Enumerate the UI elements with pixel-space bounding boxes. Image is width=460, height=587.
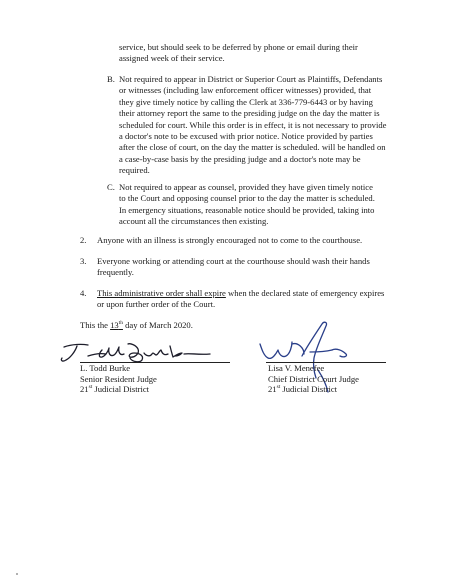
signer-title: Senior Resident Judge [80,373,157,384]
item-3-label: 3. [80,256,87,266]
item-4-text [97,288,387,311]
date-line [80,320,193,331]
signer-name: Lisa V. Menefee [268,363,325,373]
district-number: 21 [80,384,89,395]
item-2-label: 2. [80,235,87,245]
date-day [110,320,123,330]
district-rest: Judicial District [92,384,150,395]
continuation-paragraph: service, but should seek to be deferred by phone or email during their assigned week of their service. [119,42,358,64]
item-2-text: Anyone with an illness is strongly encouraged not to come to the courthouse. [97,235,363,245]
signature-block-menefee [268,363,359,395]
district-rest: Judicial District [280,384,338,395]
date-after: day of March 2020. [122,320,193,330]
item-4-label: 4. [80,288,87,298]
signer-district [268,384,359,395]
district-suffix: st [276,384,281,391]
item-4-underlined: This administrative order shall expire [97,288,226,298]
district-suffix: st [88,384,93,391]
date-before: This the [80,320,111,330]
item-3-text: Everyone working or attending court at the courthouse should wash their hands frequently. [97,256,370,278]
item-c-label: C. [107,182,115,192]
item-c-text: Not required to appear as counsel, provided they have given timely notice to the Court and opposing counsel prior to the day the matter is scheduled. In emergency situations, reasonable notice should be provided, taking into account all the circumstances then existing. [119,182,375,227]
item-b-text: Not required to appear in District or Superior Court as Plaintiffs, Defendants or witnesses (including law enforcement officer witnesses) provided, that they give timely notice by calling the Clerk at 336-779-6443 or by having their attorney report the same to the presiding judge on the day the matter is scheduled for court. While this order is in effect, it is not necessary to provide a doctor's note to be excused with prior notice. Notice provided by parties after the close of court, on the day the matter is scheduled. will be handled on a case-by-case basis by the presiding judge and a doctor's note may be required. [119,74,387,176]
scan-speck [16,573,18,575]
item-b-label: B. [107,74,115,84]
date-day-suffix: th [118,320,123,327]
date-day-number: 13 [110,320,119,330]
district-number: 21 [268,384,277,395]
signer-district [80,384,157,395]
signer-name: L. Todd Burke [80,363,131,373]
signer-title: Chief District Court Judge [268,373,359,384]
signature-block-burke [80,363,157,395]
item-4-rest: when the declared state of emergency expires or upon further order of the Court. [97,288,385,310]
